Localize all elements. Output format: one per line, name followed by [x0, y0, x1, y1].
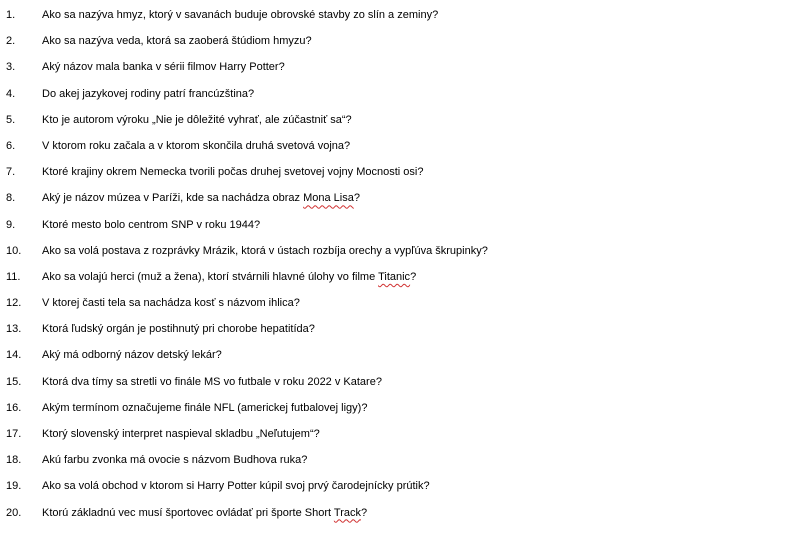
question-number: 3.: [6, 61, 16, 74]
question-text: Akú farbu zvonka má ovocie s názvom Budhova ruka?: [42, 454, 308, 467]
list-item: [0, 447, 800, 473]
list-item: [0, 500, 800, 526]
question-number: 13.: [6, 323, 22, 336]
question-text: Kto je autorom výroku „Nie je dôležité vyhrať, ale zúčastniť sa“?: [42, 113, 352, 126]
document-page: [0, 2, 800, 526]
question-text: Aký názov mala banka v sérii filmov Harry Potter?: [42, 61, 285, 74]
spellcheck-underlined-word: Mona Lisa: [303, 192, 354, 205]
list-item: [0, 54, 800, 80]
question-text: Ktoré mesto bolo centrom SNP v roku 1944?: [42, 218, 261, 231]
question-text: Ako sa nazýva hmyz, ktorý v savanách buduje obrovské stavby zo slín a zeminy?: [42, 9, 439, 21]
list-item: [0, 264, 800, 290]
question-text: Aký má odborný názov detský lekár?: [42, 349, 222, 362]
question-number: 7.: [6, 166, 16, 179]
list-item: [0, 421, 800, 447]
list-item: [0, 2, 800, 28]
question-text: Ktoré krajiny okrem Nemecka tvorili počas druhej svetovej vojny Mocnosti osi?: [42, 166, 424, 179]
question-number: 5.: [6, 113, 16, 126]
list-item: [0, 238, 800, 264]
question-number: 17.: [6, 428, 22, 440]
question-number: 15.: [6, 375, 22, 388]
list-item: [0, 342, 800, 368]
spellcheck-underlined-word: Titanic: [378, 270, 411, 283]
question-number: 12.: [6, 297, 22, 310]
question-text: Ktorá dva tímy sa stretli vo finále MS vo futbale v roku 2022 v Katare?: [42, 375, 382, 388]
list-item: [0, 81, 800, 107]
spellcheck-underlined-word: Track: [333, 506, 361, 519]
question-number: 1.: [6, 9, 16, 21]
question-number: 11.: [6, 270, 21, 283]
question-text: V ktorom roku začala a v ktorom skončila druhá svetová vojna?: [42, 139, 351, 152]
question-number: 2.: [6, 35, 16, 48]
question-text: Ktorý slovenský interpret naspieval skladbu „Neľutujem“?: [42, 428, 320, 440]
question-number: 20.: [6, 506, 22, 519]
question-text: Ako sa nazýva veda, ktorá sa zaoberá štúdiom hmyzu?: [42, 35, 312, 48]
question-text: Do akej jazykovej rodiny patrí francúzština?: [42, 87, 255, 100]
list-item: [0, 212, 800, 238]
question-number: 14.: [6, 349, 22, 362]
question-text: Ako sa volá obchod v ktorom si Harry Potter kúpil svoj prvý čarodejnícky prútik?: [42, 480, 430, 493]
list-item: [0, 133, 800, 159]
list-item: [0, 369, 800, 395]
list-item: [0, 316, 800, 342]
list-item: [0, 290, 800, 316]
list-item: [0, 185, 800, 211]
list-item: [0, 28, 800, 54]
question-text: Ktorá ľudský orgán je postihnutý pri chorobe hepatitída?: [42, 323, 315, 336]
list-item: [0, 159, 800, 185]
question-text-end: ?: [361, 506, 368, 519]
list-item: [0, 473, 800, 499]
question-number: 16.: [6, 401, 22, 414]
question-text: [36, 500, 367, 526]
list-item: [0, 107, 800, 133]
list-item: [0, 395, 800, 421]
question-number: 19.: [6, 480, 22, 493]
question-text-end: ?: [353, 192, 360, 205]
question-number: 10.: [6, 244, 22, 257]
question-number: 9.: [6, 218, 16, 231]
question-text-start: Aký je názov múzea v Paríži, kde sa nachádza obraz: [42, 192, 304, 205]
question-text: Akým termínom označujeme finále NFL (americkej futbalovej ligy)?: [42, 401, 368, 414]
question-text-start: Ako sa volajú herci (muž a žena), ktorí stvárnili hlavné úlohy vo filme: [42, 270, 379, 283]
question-list: [0, 2, 800, 526]
question-text: [36, 185, 360, 211]
question-text: Ako sa volá postava z rozprávky Mrázik, ktorá v ústach rozbíja orechy a vypľúva škrupinky?: [42, 244, 488, 257]
question-number: 4.: [6, 87, 16, 100]
question-text: [36, 264, 416, 290]
question-number: 6.: [6, 139, 16, 152]
question-number: 8.: [6, 192, 16, 205]
question-number: 18.: [6, 454, 22, 467]
question-text-end: ?: [410, 270, 417, 283]
question-text-start: Ktorú základnú vec musí športovec ovládať pri športe Short: [42, 506, 334, 519]
question-text: V ktorej časti tela sa nachádza kosť s názvom ihlica?: [42, 297, 300, 310]
